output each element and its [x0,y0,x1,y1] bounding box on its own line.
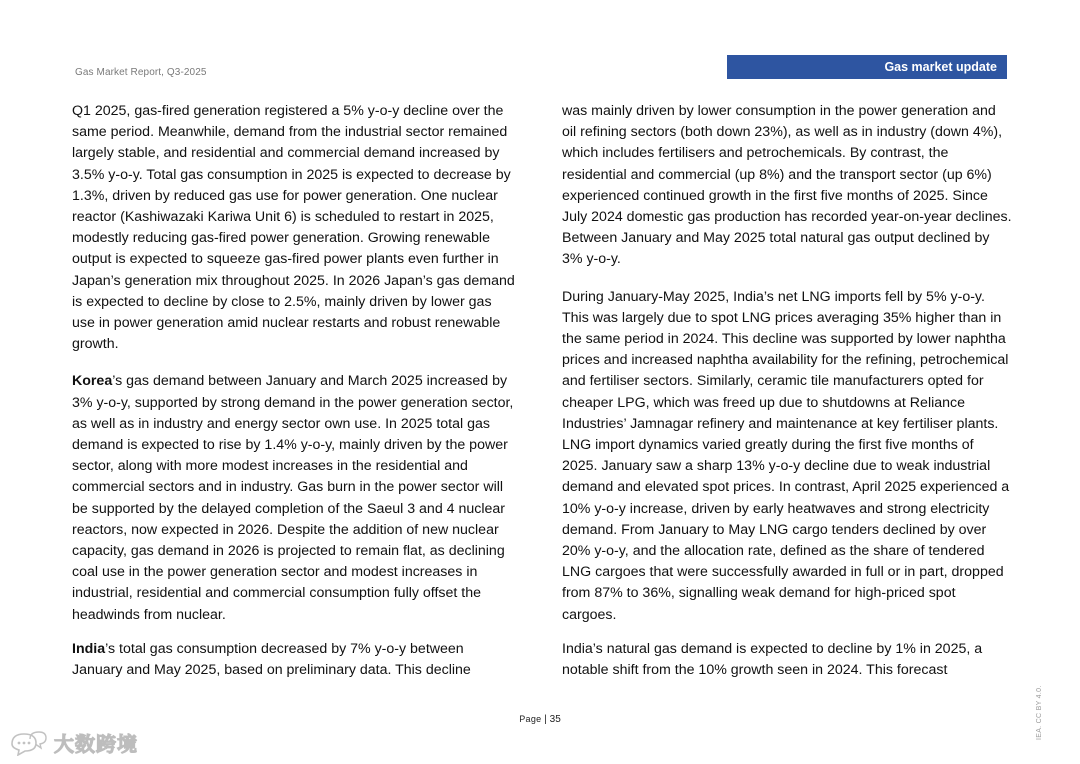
watermark-text: 大数跨境 [54,734,138,756]
korea-text: ’s gas demand between January and March 2025 increased by 3% y-o-y, supported by strong demand in the power generation sector, as well as in industry and energy sector own use. In 2025 total gas demand is expected to rise by 1.4% y-o-y, mainly driven by the power sector, along with more modest increases in the residential and commercial sectors and in industry. Gas burn in the power sector will be supported by the delayed completion of the Saeul 3 and 4 nuclear reactors, now expected in 2026. Despite the addition of new nuclear capacity, gas demand in 2026 is projected to remain flat, as declining coal use in the power generation sector and modest increases in industrial, residential and commercial consumption fully offset the headwinds from nuclear. [72,373,514,623]
section-banner-label: Gas market update [884,60,997,74]
report-title: Gas Market Report, Q3-2025 [75,67,207,78]
license-note: IEA. CC BY 4.0. [1036,685,1043,740]
korea-paragraph [72,371,517,625]
page-number [0,714,1080,725]
india-forecast-paragraph: India’s natural gas demand is expected to decline by 1% in 2025, a notable shift from the 10% growth seen in 2024. This forecast [562,640,983,678]
india-heading: India [72,640,106,657]
page-separator: | [544,714,547,725]
section-banner [727,55,1007,79]
japan-paragraph: Q1 2025, gas-fired generation registered a 5% y-o-y decline over the same period. Meanwhile, demand from the industrial sector remained largely stable, and residential and commercial demand increased by 3.5% y-o-y. Total gas consumption in 2025 is expected to decrease by 1.3%, driven by reduced gas use for power generation. One nuclear reactor (Kashiwazaki Kariwa Unit 6) is scheduled to restart in 2025, modestly reducing gas-fired power generation. Growing renewable output is expected to squeeze gas-fired power plants even further in Japan’s generation mix throughout 2025. In 2026 Japan’s gas demand is expected to decline by close to 2.5%, mainly driven by lower gas use in power generation amid nuclear restarts and robust renewable growth. [72,103,515,353]
page-label: Page [519,714,542,724]
india-paragraph [72,639,517,681]
page-number-value: 35 [549,714,561,725]
watermark [8,728,138,757]
india-consumption-paragraph: was mainly driven by lower consumption in the power generation and oil refining sectors (both down 23%), as well as in industry (down 4%), which includes fertilisers and petrochemicals. By contrast, the residential and commercial (up 8%) and the transport sector (up 6%) experienced continued growth in the first five months of 2025. Since July 2024 domestic gas production has recorded year-on-year declines. Between January and May 2025 total natural gas output declined by 3% y-o-y. [562,103,1012,268]
left-column [72,101,517,694]
chat-bubble-icon [8,730,48,756]
right-column [562,101,1012,694]
india-lng-paragraph: During January-May 2025, India’s net LNG imports fell by 5% y-o-y. This was largely due to spot LNG prices averaging 35% higher than in the same period in 2024. This decline was supported by lower naphtha prices and increased naphtha availability for the refining, petrochemical and fertiliser sectors. Similarly, ceramic tile manufacturers opted for cheaper LPG, which was freed up due to shutdowns at Reliance Industries’ Jamnagar refinery and maintenance at key fertiliser plants. LNG import dynamics varied greatly during the first five months of 2025. January saw a sharp 13% y-o-y decline due to weak industrial demand and elevated spot prices. In contrast, April 2025 experienced a 10% y-o-y increase, driven by early heatwaves and strong electricity demand. From January to May LNG cargo tenders declined by over 20% y-o-y, and the allocation rate, defined as the share of tendered LNG cargoes that were successfully awarded in full or in part, dropped from 87% to 36%, signalling weak demand for high-priced spot cargoes. [562,288,1010,623]
korea-heading: Korea [72,373,113,390]
india-text: ’s total gas consumption decreased by 7% y-o-y between January and May 2025, based on preliminary data. This decline [72,640,471,678]
